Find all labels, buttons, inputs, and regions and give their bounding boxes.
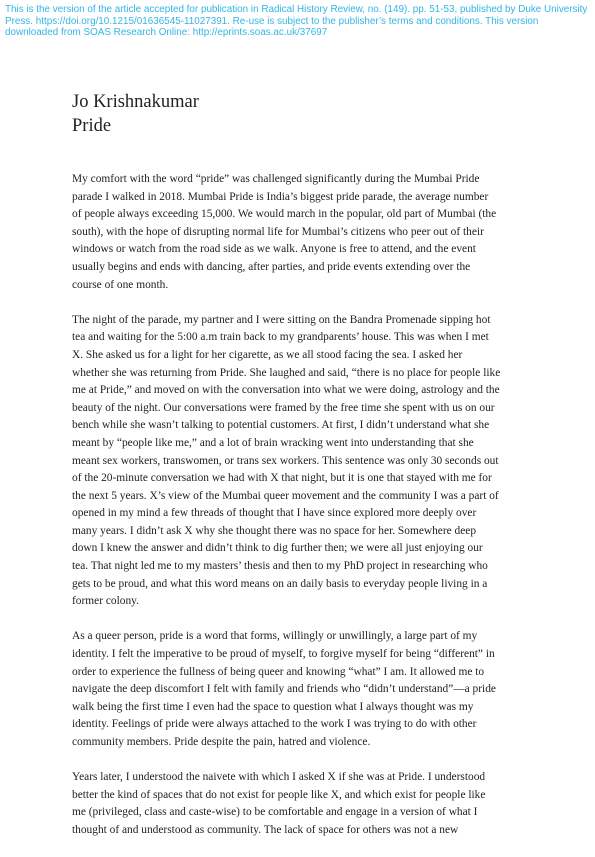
repository-notice: This is the version of the article accepted for publication in Radical History Review, no. (149). pp. 51-53, published by Duke University Press. https://doi.org/10.1215/01636545-11027391. Re-use is subject to the publisher’s terms and conditions. This version downloaded from SOAS Research Online: http://eprints.soas.ac.uk/37697 [5,4,588,38]
article-body [72,171,532,840]
body-paragraph: My comfort with the word “pride” was challenged significantly during the Mumbai Pride parade I walked in 2018. Mumbai Pride is India’s biggest pride parade, the average number of people always exceeding 15,000. We would march in the popular, old part of Mumbai (the south), with the hope of disrupting normal life for Mumbai’s citizens who peer out of their windows or watch from the road side as we walk. Anyone is free to attend, and the event usually begins and ends with dancing, after parties, and pride events extending over the course of one month. [72,173,497,291]
article-title: Pride [72,116,112,136]
author-name: Jo Krishnakumar [72,92,199,112]
body-paragraph: Years later, I understood the naivete with which I asked X if she was at Pride. I understood better the kind of spaces that do not exist for people like X, and which exist for people like me (privileged, class and caste-wise) to be comfortable and engage in a version of what I thought of and understood as community. The lack of space for others was not a new [72,771,486,836]
article [72,90,532,857]
body-paragraph: The night of the parade, my partner and I were sitting on the Bandra Promenade sipping hot tea and waiting for the 5:00 a.m train back to my grandparents’ house. This was when I met X. She asked us for a light for her cigarette, as we all stood facing the sea. I asked her whether she was returning from Pride. She laughed and said, “there is no place for people like me at Pride,” and moved on with the conversation into what we were doing, astrology and the beauty of the night. Our conversations were framed by the free time she spent with us on our bench while she wasn’t talking to potential customers. At first, I didn’t understand what she meant by “people like me,” and a lot of brain wracking went into understanding that she meant sex workers, transwomen, or trans sex workers. This sentence was only 30 seconds out of the 20-minute conversation we had with X that night, but it is one that stayed with me for the next 5 years. X’s view of the Mumbai queer movement and the community I was a part of opened in my mind a few threads of thought that I have since explored more deeply over many years. I didn’t ask X why she thought there was no space for her. Somewhere deep down I knew the answer and didn’t think to dig further then; we were all just enjoying our tea. That night led me to my masters’ thesis and then to my PhD project in researching who gets to be proud, and what this word means on an daily basis to everyday people living in a former colony. [72,313,501,608]
body-paragraph: As a queer person, pride is a word that forms, willingly or unwillingly, a large part of my identity. I felt the imperative to be proud of myself, to forgive myself for being “different” in order to experience the fullness of being queer and knowing “what” I am. It allowed me to navigate the deep discomfort I felt with family and friends who “didn’t understand”—a pride walk being the first time I even had the space to question what I always thought was my identity. Feelings of pride were always attached to the work I was trying to do with other community members. Pride despite the pain, hatred and violence. [72,630,496,748]
